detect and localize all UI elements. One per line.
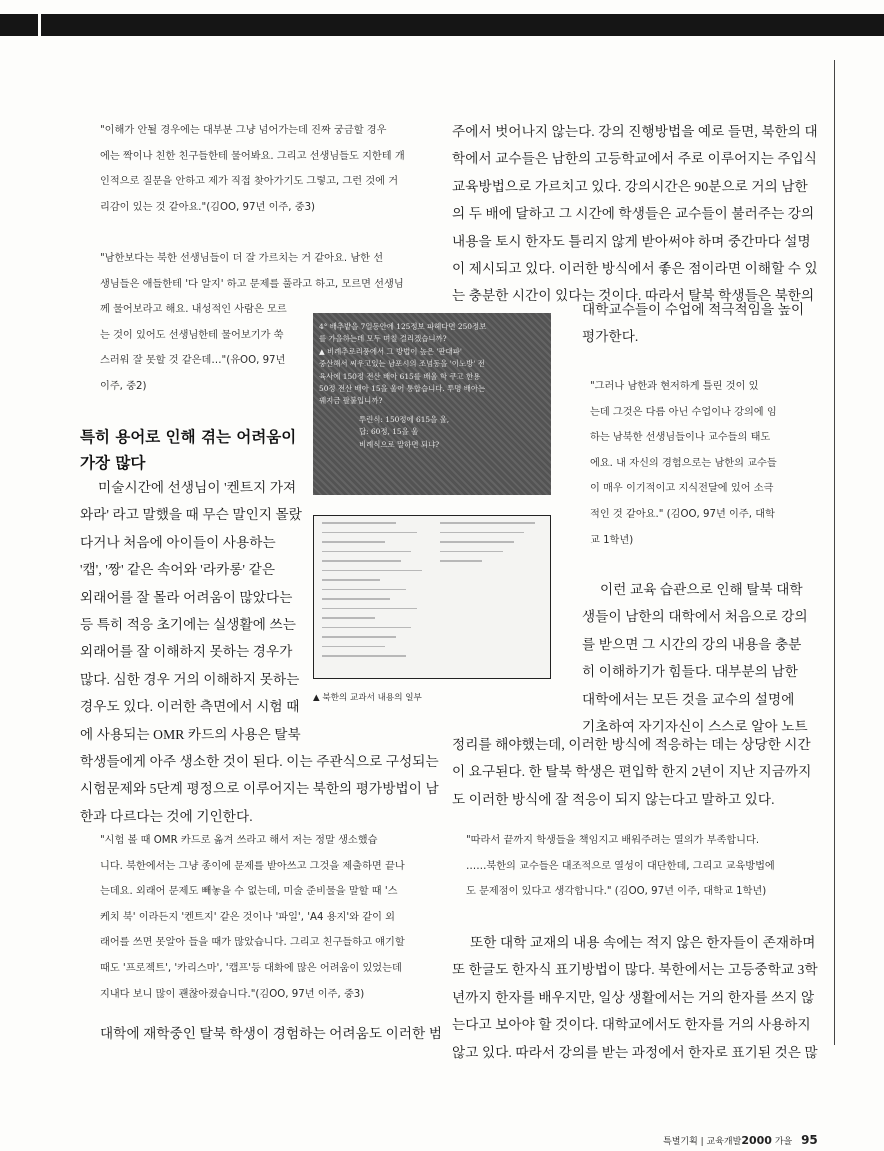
text-line: 정리를 해야했는데, 이러한 방식에 적응하는 데는 상당한 시간 [452,737,811,752]
top-header-bar [0,14,884,36]
left-quote-3 [100,828,445,1007]
text-line: 를 가을하는데 모두 며칠 걸리겠습니까? [319,334,447,344]
text-line: "시험 볼 때 OMR 카드로 옮겨 쓰라고 해서 저는 정말 생소했습 [100,835,378,846]
text-line: 생님들은 애들한테 '다 알지' 하고 문제를 풀라고 하고, 모르면 선생님 [100,278,404,290]
text-line: 때도 '프로젝트', '카리스마', '캡프'등 대화에 많은 어려움이 있었는데 [100,962,402,974]
text-line: 년까지 한자를 배우지만, 일상 생활에서는 거의 한자를 쓰지 않 [452,989,815,1005]
textbook-worksheet-image [313,515,551,679]
footer-season: 가을 [774,1137,793,1147]
text-line: 교 1학년) [590,534,634,546]
right-quote-2 [466,828,806,905]
text-line: 리감이 있는 것 같아요."(김OO, 97년 이주, 중3) [100,201,316,213]
text-line: 답: 60정, 15을 울 [359,427,419,437]
text-line: 또 한글도 한자식 표기방법이 많다. 북한에서는 고등중학교 3학 [452,962,818,978]
text-line: 투린식: 150정에 615을 울, [359,414,450,424]
text-line: 에 사용되는 OMR 카드의 사용은 탈북 [80,726,301,742]
text-line: 와라' 라고 말했을 때 무슨 말인지 몰랐 [80,507,303,523]
photo-text-block-2 [319,414,545,451]
right-body-4 [452,929,818,1066]
text-line: 외래어를 잘 이해하지 못하는 경우가 [80,644,293,660]
text-line: 니다. 북한에서는 그냥 종이에 문제를 받아쓰고 그것을 제출하면 끝나 [100,860,405,872]
text-line: 많다. 심한 경우 거의 이해하지 못하는 [80,671,300,687]
figure-caption: ▲ 북한의 교과서 내용의 일부 [313,693,422,703]
text-line: 는 충분한 시간이 있다는 것이다. 따라서 탈북 학생들은 북한의 [452,288,815,304]
left-quote-1 [100,118,445,220]
photo-text-block-1 [319,321,545,408]
text-line: '캡', '짱' 같은 속어와 '라카롱' 같은 [80,562,276,578]
worksheet-right-column [440,522,545,672]
text-line: 래어를 쓰면 못알아 들을 때가 많았습니다. 그리고 친구들하고 얘기할 [100,937,405,949]
text-line: 50정 전산 배아 15을 울어 통합습니다. 투명 배아는 [319,384,486,394]
text-line: 는 것이 있어도 선생님한테 물어보기가 쑥 [100,329,284,341]
textbook-photo [313,313,551,495]
text-line: 또한 대학 교재의 내용 속에는 적지 않은 한자들이 존재하며 [470,935,816,950]
right-margin-rule [834,60,835,1045]
text-line: 지내다 보니 많이 괜찮아졌습니다."(김OO, 97년 이주, 중3) [100,988,365,1000]
text-line: 내용을 토시 한자도 틀리지 않게 받아써야 하며 중간마다 설명 [452,233,811,249]
right-body-1b [582,296,805,351]
text-line: "따라서 끝까지 학생들을 책임지고 배워주려는 열의가 부족합니다. [466,835,760,846]
text-line: 는데 그것은 다름 아닌 수업이나 강의에 임 [590,406,777,418]
text-line: 육사에 150정 전산 배아 615를 배울 학 쿠고 한용 [319,371,481,381]
text-line: 중산해서 씨우고있는 남포시의 조넘동을 '이노방' 전 [319,359,485,369]
text-line: 대학교수들이 수업에 적극적임을 높이 [582,302,805,317]
text-line: 에요. 내 자신의 경험으로는 남한의 교수들 [590,457,777,469]
text-line: 께 물어보라고 해요. 내성적인 사람은 모르 [100,304,287,316]
text-line: 4° 배추밭을 7일동안에 125정보 파헤다면 250정보 [319,322,487,331]
text-line: 외래어를 잘 몰라 어려움이 많았다는 [80,589,293,605]
text-line: 이 매우 이기적이고 지식전달에 있어 소극 [590,483,774,495]
text-line: 이 제시되고 있다. 이러한 방식에서 좋은 점이라면 이해할 수 있 [452,261,818,277]
text-line: 생들이 남한의 대학에서 처음으로 강의 [582,609,808,625]
page-footer [663,1133,818,1147]
text-line: 한과 다르다는 것에 기인한다. [80,808,253,824]
textbook-photo-text [319,321,545,489]
right-body-2 [582,576,808,740]
text-line: 시험문제와 5단계 평정으로 이루어지는 북한의 평가방법이 남 [80,781,439,797]
text-line: "이해가 안될 경우에는 대부분 그냥 넘어가는데 진짜 궁금할 경우 [100,125,387,136]
text-line: 하는 남북한 선생님들이나 교수들의 태도 [590,432,771,444]
text-line: 가장 많다 [80,454,146,472]
text-line: 케치 북' 이라든지 '켄트지' 같은 것이나 '파일', 'A4 용지'와 같이 외 [100,911,396,923]
text-line: 히 이해하기가 힘들다. 대부분의 남한 [582,664,798,680]
page-number: 95 [801,1133,818,1147]
text-line: 비례식으로 말하면 되냐? [359,439,440,449]
right-quote-1 [590,374,802,553]
text-line: 평가한다. [582,329,639,345]
text-line: 를 받으면 그 시간의 강의 내용을 충분 [582,636,802,652]
section-heading [80,424,320,476]
text-line: ▲ 비례추로리풍에서 그 방법이 높은 '판대파' [319,346,462,356]
text-line: 특히 용어로 인해 겪는 어려움이 [80,428,297,446]
text-line: 스러워 잘 못할 것 같은데…"(유OO, 97년 [100,355,286,367]
footer-section: 특별기획 | 교육개발 [663,1137,742,1147]
right-body-3 [452,731,812,813]
text-line: 미술시간에 선생님이 '켄트지 가져 [98,480,297,495]
text-line: 꿰지금 팔붙입니까? [319,396,383,406]
footer-year: 2000 [741,1134,772,1147]
text-line: 도 문제점이 있다고 생각합니다." (김OO, 97년 이주, 대학교 1학년) [466,886,767,898]
right-body-1 [452,118,818,310]
text-line: 도 이러한 방식에 잘 적응이 되지 않는다고 말하고 있다. [452,791,775,807]
text-line: 등 특히 적응 초기에는 실생활에 쓰는 [80,617,296,633]
text-line: 이런 교육 습관으로 인해 탈북 대학 [600,582,803,597]
text-line: 경우도 있다. 이러한 측면에서 시험 때 [80,699,300,715]
left-body-2 [100,1020,443,1047]
text-line: 이주, 중2) [100,380,147,392]
text-line: 에는 짝이나 친한 친구들한테 물어봐요. 그리고 선생님들도 지한테 개 [100,150,405,162]
header-notch [38,14,41,36]
text-line: "그러나 남한과 현저하게 틀린 것이 있 [590,381,759,392]
text-line: 대학에서는 모든 것을 교수의 설명에 [582,691,795,707]
text-line: 는데요. 외래어 문제도 빼놓을 수 없는데, 미술 준비물을 말할 때 '스 [100,886,398,898]
text-line: 교육방법으로 가르치고 있다. 강의시간은 90분으로 거의 남한 [452,178,808,194]
text-line: 는다고 보아야 할 것이다. 대학교에서도 한자를 거의 사용하지 [452,1017,811,1033]
worksheet-left-column [322,522,427,672]
text-line: 학생들에게 아주 생소한 것이 된다. 이는 주관식으로 구성되는 [80,754,439,770]
text-line: 학에서 교수들은 남한의 고등학교에서 주로 이루어지는 주입식 [452,151,818,167]
text-line: 이 요구된다. 한 탈북 학생은 편입학 한지 2년이 지난 지금까지 [452,764,812,780]
text-line: ……북한의 교수들은 대조적으로 열성이 대단한데, 그리고 교육방법에 [466,860,775,872]
text-line: 대학에 재학중인 탈북 학생이 경험하는 어려움도 이러한 범 [100,1026,443,1041]
text-line: 적인 것 같아요." (김OO, 97년 이주, 대학 [590,508,775,520]
text-line: 않고 있다. 따라서 강의를 받는 과정에서 한자로 표기된 것은 많 [452,1044,818,1060]
text-line: 의 두 배에 달하고 그 시간에 학생들은 교수들이 불러주는 강의 [452,206,815,222]
text-line: "남한보다는 북한 선생님들이 더 잘 가르치는 거 같아요. 남한 선 [100,253,384,264]
text-line: 다거나 처음에 아이들이 사용하는 [80,534,276,550]
text-line: 기초하여 자기자신이 스스로 알아 노트 [582,719,808,735]
textbook-figure [313,313,551,703]
text-line: 주에서 벗어나지 않는다. 강의 진행방법을 예로 들면, 북한의 대 [452,124,818,139]
text-line: 인적으로 질문을 안하고 제가 직접 찾아가기도 그렇고, 그런 것에 거 [100,176,399,188]
